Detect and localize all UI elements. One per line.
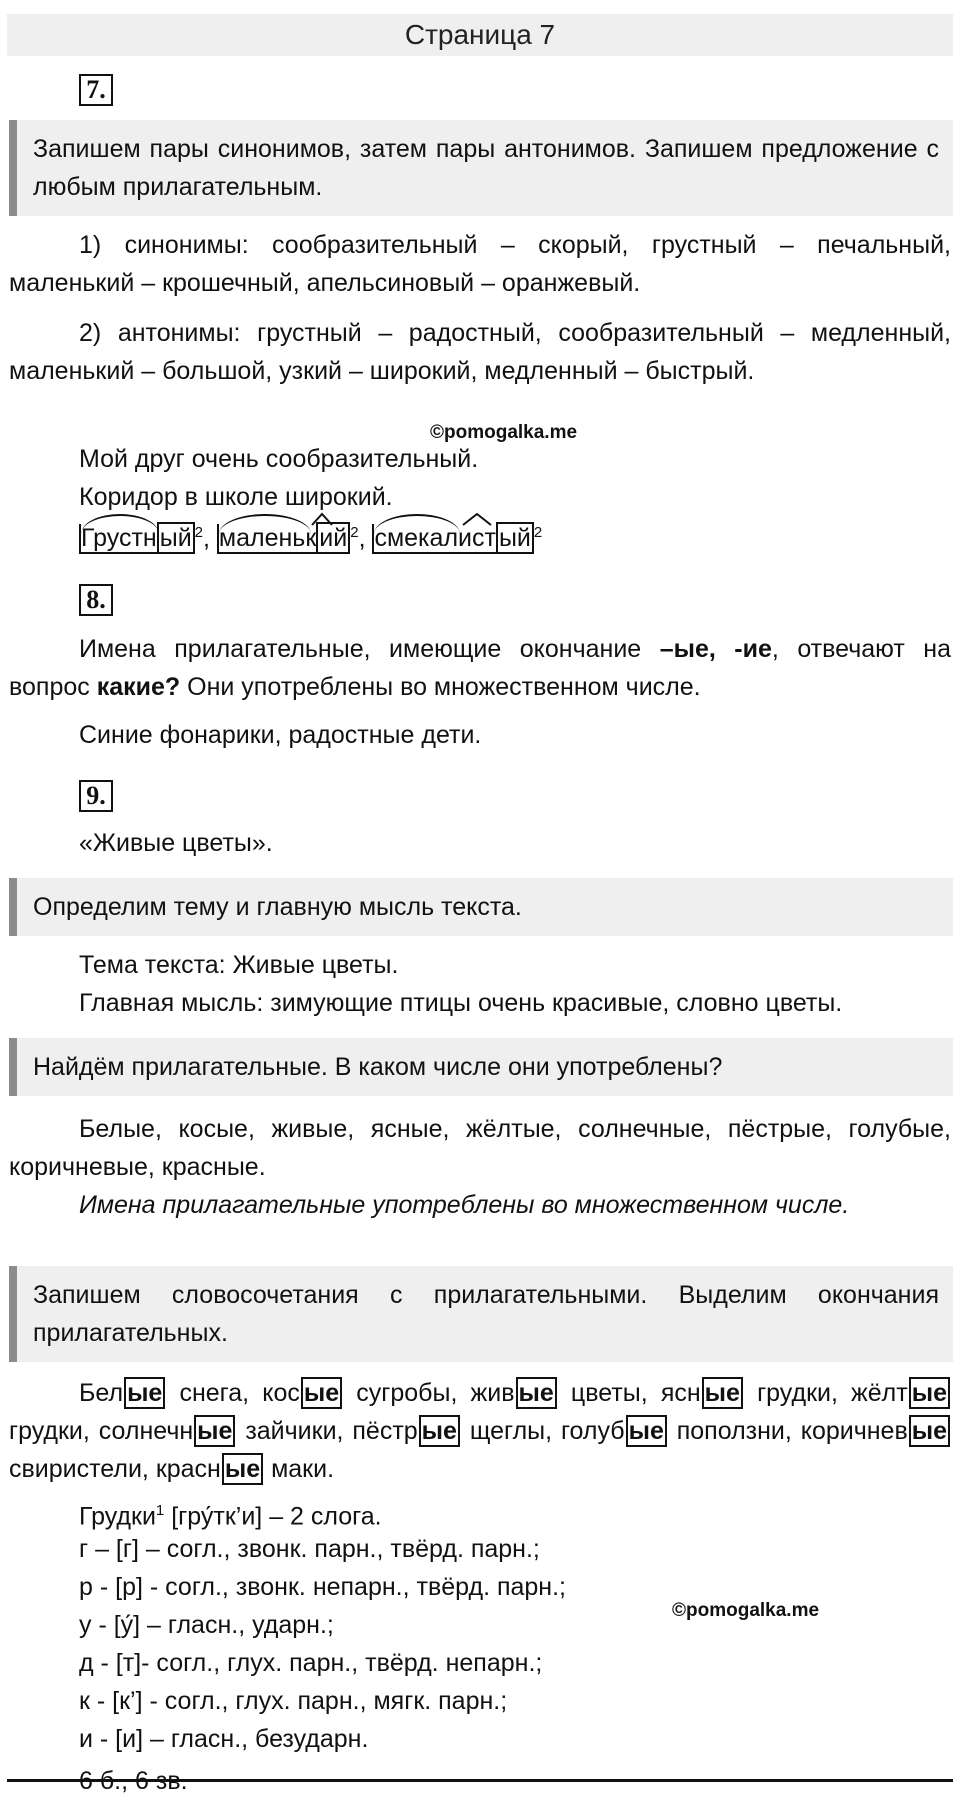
page-title: Страница 7 bbox=[7, 14, 953, 56]
rule-paragraph bbox=[9, 630, 951, 706]
word-ending: ый bbox=[496, 522, 534, 554]
phrase-rest: зайчики, bbox=[236, 1417, 353, 1445]
phrase-ending: ые bbox=[124, 1377, 165, 1409]
ending-highlight: –ые, -ие bbox=[659, 635, 772, 663]
morpheme-word bbox=[217, 524, 359, 553]
phrase-ending: ые bbox=[194, 1415, 235, 1447]
word-ending: ий bbox=[316, 522, 350, 554]
task-number-8 bbox=[79, 584, 113, 616]
task-number-dot: . bbox=[99, 75, 106, 104]
text-theme: Тема текста: Живые цветы. bbox=[79, 951, 399, 979]
morpheme-word bbox=[79, 524, 203, 553]
task-prompt: Определим тему и главную мысль текста. bbox=[9, 878, 953, 936]
morpheme-analysis bbox=[79, 524, 542, 568]
text-fragment: , отвечают на вопрос bbox=[9, 635, 951, 701]
text-fragment: Они употреблены во множественном числе. bbox=[180, 673, 701, 701]
phrase-rest: свиристели, bbox=[9, 1455, 156, 1483]
phrase-ending: ые bbox=[702, 1377, 743, 1409]
phrases-paragraph bbox=[9, 1374, 951, 1488]
superscript: 2 bbox=[350, 524, 359, 541]
antonyms-paragraph: 2) антонимы: грустный – радостный, сообразительный – медленный, маленький – большой, узкий – широкий, медленный – быстрый. bbox=[9, 319, 951, 385]
phrase-rest: цветы, bbox=[557, 1379, 661, 1407]
phrase-stem: кос bbox=[262, 1379, 300, 1407]
task-prompt: Запишем пары синонимов, затем пары антонимов. Запишем предложение с любым прилагательным. bbox=[9, 120, 953, 216]
phrase-ending: ые bbox=[301, 1377, 342, 1409]
phrase-stem: жёлт bbox=[851, 1379, 908, 1407]
phrase-stem: пёстр bbox=[352, 1417, 418, 1445]
question-highlight: какие? bbox=[96, 673, 181, 701]
task-number-value: 8 bbox=[86, 585, 100, 614]
adjectives-paragraph: Белые, косые, живые, ясные, жёлтые, солнечные, пёстрые, голубые, коричневые, красные. bbox=[9, 1115, 951, 1181]
word-stem: маленьк bbox=[218, 524, 317, 553]
text-title: «Живые цветы». bbox=[79, 829, 273, 857]
watermark: ©pomogalka.me bbox=[672, 1600, 820, 1621]
task-number-dot: . bbox=[99, 585, 106, 614]
phrase-ending: ые bbox=[909, 1415, 950, 1447]
conclusion-paragraph: Имена прилагательные употреблены во множественном числе. bbox=[79, 1191, 850, 1219]
comma: , bbox=[203, 524, 210, 553]
watermark: ©pomogalka.me bbox=[430, 422, 578, 443]
phrase-stem: жив bbox=[470, 1379, 515, 1407]
suffix-caret-icon bbox=[462, 512, 492, 526]
phrase-rest: поползни, bbox=[667, 1417, 801, 1445]
phrase-rest: сугробы, bbox=[343, 1379, 471, 1407]
phrase-rest: грудки, bbox=[9, 1417, 99, 1445]
root-arc bbox=[81, 514, 159, 534]
superscript: 1 bbox=[155, 1502, 165, 1519]
phonetic-word: Грудки bbox=[79, 1502, 156, 1531]
text-fragment: Имена прилагательные, имеющие окончание bbox=[79, 635, 660, 663]
task-number-dot: . bbox=[99, 781, 106, 810]
example-sentence: Мой друг очень сообразительный. bbox=[79, 445, 479, 473]
superscript: 2 bbox=[194, 524, 204, 541]
phrase-ending: ые bbox=[222, 1453, 263, 1485]
word-stem: Грустн bbox=[81, 524, 157, 553]
phonetic-line: у - [у́] – гласн., ударн.; bbox=[79, 1611, 334, 1639]
phrase-rest: грудки, bbox=[743, 1379, 852, 1407]
task-number-7 bbox=[79, 74, 113, 106]
phonetic-line: г – [г] – согл., звонк. парн., твёрд. парн.; bbox=[79, 1535, 540, 1563]
word-stem: смекалист bbox=[374, 524, 496, 553]
task-number-value: 9 bbox=[86, 781, 100, 810]
phrase-ending: ые bbox=[909, 1377, 950, 1409]
root-arc bbox=[374, 514, 460, 534]
phrase-ending: ые bbox=[626, 1415, 667, 1447]
text-main-idea: Главная мысль: зимующие птицы очень красивые, словно цветы. bbox=[79, 989, 843, 1017]
phonetic-line: д - [т]- согл., глух. парн., твёрд. непарн.; bbox=[79, 1649, 543, 1677]
phonetic-title bbox=[79, 1492, 382, 1535]
phrase-stem: солнечн bbox=[98, 1417, 194, 1445]
task-prompt: Запишем словосочетания с прилагательными. Выделим окончания прилагательных. bbox=[9, 1266, 953, 1362]
phrase-rest: снега, bbox=[166, 1379, 263, 1407]
phrase-stem: красн bbox=[155, 1455, 221, 1483]
phonetic-total: 6 б., 6 зв. bbox=[79, 1767, 188, 1795]
phrase-rest: маки. bbox=[264, 1455, 335, 1483]
phrase-ending: ые bbox=[419, 1415, 460, 1447]
task-number-value: 7 bbox=[86, 75, 100, 104]
phrase-stem: Бел bbox=[79, 1379, 124, 1407]
phonetic-line: р - [р] - согл., звонк. непарн., твёрд. парн.; bbox=[79, 1573, 566, 1601]
phonetic-line: к - [к’] - согл., глух. парн., мягк. парн.; bbox=[79, 1687, 508, 1715]
task-prompt: Найдём прилагательные. В каком числе они употреблены? bbox=[9, 1038, 953, 1096]
root-arc bbox=[219, 514, 311, 534]
task-number-9 bbox=[79, 780, 113, 812]
comma: , bbox=[358, 524, 366, 553]
morpheme-word bbox=[372, 524, 542, 553]
phrase-stem: ясн bbox=[660, 1379, 701, 1407]
phrase-stem: коричнев bbox=[800, 1417, 908, 1445]
suffix-caret-icon bbox=[311, 512, 333, 526]
phrase-ending: ые bbox=[516, 1377, 557, 1409]
word-ending: ый bbox=[157, 522, 195, 554]
phrase-rest: щеглы, bbox=[460, 1417, 561, 1445]
synonyms-paragraph: 1) синонимы: сообразительный – скорый, грустный – печальный, маленький – крошечный, апельсиновый – оранжевый. bbox=[9, 231, 951, 297]
example-sentence: Синие фонарики, радостные дети. bbox=[79, 721, 482, 749]
phonetic-line: и - [и] – гласн., безударн. bbox=[79, 1725, 369, 1753]
phrase-stem: голуб bbox=[560, 1417, 625, 1445]
example-sentence: Коридор в школе широкий. bbox=[79, 483, 393, 511]
superscript: 2 bbox=[533, 524, 543, 541]
phonetic-transcription: [гру́тк’и] – 2 слога. bbox=[164, 1502, 382, 1531]
